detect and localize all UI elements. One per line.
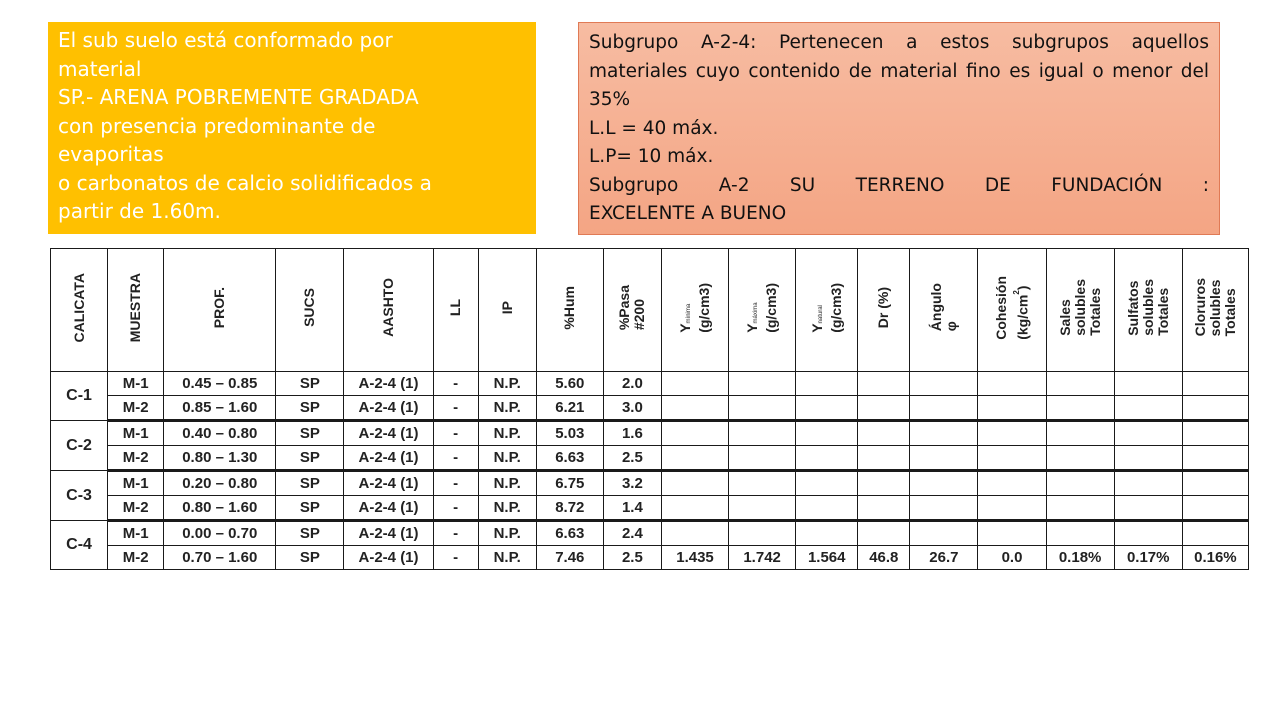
header-ll: LL — [433, 249, 478, 372]
table-row — [51, 546, 1249, 570]
gamma-min-cell: 1.435 — [661, 546, 728, 570]
header-dr: Dr (%) — [858, 249, 910, 372]
gamma-min-cell — [661, 521, 728, 546]
sulfatos-cell — [1114, 396, 1182, 421]
ll-cell: - — [433, 521, 478, 546]
dr-cell — [858, 446, 910, 471]
gamma-min-cell — [661, 421, 728, 446]
pasa-cell: 2.0 — [603, 372, 661, 396]
prof-cell: 0.70 – 1.60 — [164, 546, 276, 570]
sucs-cell: SP — [276, 496, 344, 521]
gamma-nat-cell — [796, 396, 858, 421]
gamma-nat-cell — [796, 496, 858, 521]
ll-cell: - — [433, 446, 478, 471]
cloruros-cell: 0.16% — [1182, 546, 1248, 570]
aashto-cell: A-2-4 (1) — [344, 446, 433, 471]
ip-cell: N.P. — [478, 446, 536, 471]
pasa-cell: 3.0 — [603, 396, 661, 421]
subsoil-line: con presencia predominante de — [58, 113, 376, 138]
header-ip: IP — [478, 249, 536, 372]
subsoil-line: material — [58, 56, 142, 81]
gamma-max-cell — [729, 471, 796, 496]
cloruros-cell — [1182, 496, 1248, 521]
hum-cell: 5.03 — [536, 421, 603, 446]
sucs-cell: SP — [276, 546, 344, 570]
muestra-cell: M-1 — [108, 421, 164, 446]
pasa-cell: 2.4 — [603, 521, 661, 546]
cohesion-cell — [978, 396, 1046, 421]
cohesion-cell — [978, 521, 1046, 546]
sales-cell — [1046, 521, 1114, 546]
subgroup-paragraph: Subgrupo A-2-4: Pertenecen a estos subgrupos aquellos materiales cuyo contenido de material fino es igual o menor del 35% — [589, 32, 1209, 110]
dr-cell — [858, 521, 910, 546]
sucs-cell: SP — [276, 372, 344, 396]
sales-cell — [1046, 421, 1114, 446]
pasa-cell: 1.6 — [603, 421, 661, 446]
subsoil-description-box — [48, 22, 536, 234]
muestra-cell: M-1 — [108, 471, 164, 496]
dr-cell: 46.8 — [858, 546, 910, 570]
hum-cell: 8.72 — [536, 496, 603, 521]
angulo-cell — [910, 372, 978, 396]
header-hum: %Hum — [536, 249, 603, 372]
sales-cell — [1046, 471, 1114, 496]
foundation-rating-value: EXCELENTE A BUENO — [589, 203, 787, 224]
liquid-limit-line: L.L = 40 máx. — [589, 117, 719, 139]
header-angulo: Ángulo φ — [910, 249, 978, 372]
muestra-cell: M-2 — [108, 396, 164, 421]
muestra-cell: M-2 — [108, 446, 164, 471]
gamma-nat-cell — [796, 421, 858, 446]
ll-cell: - — [433, 496, 478, 521]
sulfatos-cell — [1114, 521, 1182, 546]
table-row — [51, 471, 1249, 496]
ll-cell: - — [433, 396, 478, 421]
header-muestra: MUESTRA — [108, 249, 164, 372]
dr-cell — [858, 421, 910, 446]
cloruros-cell — [1182, 372, 1248, 396]
hum-cell: 6.63 — [536, 521, 603, 546]
ll-cell: - — [433, 471, 478, 496]
header-calicata: CALICATA — [51, 249, 108, 372]
dr-cell — [858, 372, 910, 396]
header-pasa: %Pasa #200 — [603, 249, 661, 372]
aashto-cell: A-2-4 (1) — [344, 396, 433, 421]
muestra-cell: M-1 — [108, 521, 164, 546]
sulfatos-cell — [1114, 372, 1182, 396]
sulfatos-cell: 0.17% — [1114, 546, 1182, 570]
table-row — [51, 396, 1249, 421]
calicata-cell: C-3 — [51, 471, 108, 521]
aashto-cell: A-2-4 (1) — [344, 372, 433, 396]
prof-cell: 0.20 – 0.80 — [164, 471, 276, 496]
cloruros-cell — [1182, 521, 1248, 546]
gamma-nat-cell — [796, 446, 858, 471]
table-row — [51, 446, 1249, 471]
prof-cell: 0.00 – 0.70 — [164, 521, 276, 546]
subsoil-line: evaporitas — [58, 142, 164, 166]
sulfatos-cell — [1114, 471, 1182, 496]
muestra-cell: M-2 — [108, 496, 164, 521]
ll-cell: - — [433, 421, 478, 446]
prof-cell: 0.80 – 1.60 — [164, 496, 276, 521]
header-cloruros: Cloruros solubles Totales — [1182, 249, 1248, 372]
calicata-cell: C-4 — [51, 521, 108, 570]
gamma-min-cell — [661, 471, 728, 496]
prof-cell: 0.45 – 0.85 — [164, 372, 276, 396]
gamma-min-cell — [661, 396, 728, 421]
angulo-cell — [910, 521, 978, 546]
sucs-cell: SP — [276, 421, 344, 446]
ip-cell: N.P. — [478, 546, 536, 570]
ip-cell: N.P. — [478, 421, 536, 446]
table-row — [51, 372, 1249, 396]
hum-cell: 6.75 — [536, 471, 603, 496]
prof-cell: 0.80 – 1.30 — [164, 446, 276, 471]
gamma-max-cell — [729, 421, 796, 446]
subsoil-line: o carbonatos de calcio solidificados a — [58, 170, 432, 195]
gamma-min-cell — [661, 496, 728, 521]
hum-cell: 5.60 — [536, 372, 603, 396]
header-prof: PROF. — [164, 249, 276, 372]
table-row — [51, 521, 1249, 546]
cohesion-cell — [978, 372, 1046, 396]
calicata-cell: C-1 — [51, 372, 108, 421]
cohesion-cell — [978, 471, 1046, 496]
aashto-cell: A-2-4 (1) — [344, 421, 433, 446]
cohesion-cell — [978, 496, 1046, 521]
sucs-cell: SP — [276, 396, 344, 421]
table-row — [51, 421, 1249, 446]
cloruros-cell — [1182, 421, 1248, 446]
gamma-nat-cell: 1.564 — [796, 546, 858, 570]
sucs-cell: SP — [276, 446, 344, 471]
hum-cell: 6.63 — [536, 446, 603, 471]
sales-cell: 0.18% — [1046, 546, 1114, 570]
cohesion-cell: 0.0 — [978, 546, 1046, 570]
soil-test-table — [50, 248, 1249, 570]
angulo-cell — [910, 496, 978, 521]
gamma-max-cell — [729, 446, 796, 471]
aashto-cell: A-2-4 (1) — [344, 471, 433, 496]
prof-cell: 0.40 – 0.80 — [164, 421, 276, 446]
header-gamma-min: $Y_{mínima}$ (g/cm3) — [661, 249, 728, 372]
pasa-cell: 2.5 — [603, 546, 661, 570]
header-aashto: AASHTO — [344, 249, 433, 372]
gamma-max-cell: 1.742 — [729, 546, 796, 570]
cloruros-cell — [1182, 396, 1248, 421]
table-row — [51, 496, 1249, 521]
header-cohesion: Cohesión $(kg/cm^2)$ — [978, 249, 1046, 372]
muestra-cell: M-2 — [108, 546, 164, 570]
ll-cell: - — [433, 546, 478, 570]
foundation-rating-line: Subgrupo A-2 SU TERRENO DE FUNDACIÓN : — [589, 174, 1209, 196]
sulfatos-cell — [1114, 421, 1182, 446]
cohesion-cell — [978, 421, 1046, 446]
dr-cell — [858, 396, 910, 421]
aashto-cell: A-2-4 (1) — [344, 521, 433, 546]
hum-cell: 7.46 — [536, 546, 603, 570]
gamma-min-cell — [661, 372, 728, 396]
angulo-cell — [910, 396, 978, 421]
gamma-max-cell — [729, 521, 796, 546]
pasa-cell: 1.4 — [603, 496, 661, 521]
table-body — [51, 372, 1249, 570]
subsoil-line: partir de 1.60m. — [58, 199, 221, 223]
gamma-max-cell — [729, 372, 796, 396]
gamma-nat-cell — [796, 521, 858, 546]
muestra-cell: M-1 — [108, 372, 164, 396]
ip-cell: N.P. — [478, 471, 536, 496]
pasa-cell: 3.2 — [603, 471, 661, 496]
angulo-cell — [910, 446, 978, 471]
table-header — [51, 249, 1249, 372]
sales-cell — [1046, 396, 1114, 421]
header-gamma-nat: $Y_{natural}$ (g/cm3) — [796, 249, 858, 372]
gamma-max-cell — [729, 396, 796, 421]
ip-cell: N.P. — [478, 372, 536, 396]
dr-cell — [858, 496, 910, 521]
calicata-cell: C-2 — [51, 421, 108, 471]
gamma-min-cell — [661, 446, 728, 471]
ip-cell: N.P. — [478, 496, 536, 521]
header-sales: Sales solubles Totales — [1046, 249, 1114, 372]
gamma-nat-cell — [796, 471, 858, 496]
gamma-max-cell — [729, 496, 796, 521]
aashto-cell: A-2-4 (1) — [344, 546, 433, 570]
ip-cell: N.P. — [478, 396, 536, 421]
sales-cell — [1046, 496, 1114, 521]
cloruros-cell — [1182, 471, 1248, 496]
aashto-cell: A-2-4 (1) — [344, 496, 433, 521]
sucs-cell: SP — [276, 521, 344, 546]
sales-cell — [1046, 372, 1114, 396]
sulfatos-cell — [1114, 446, 1182, 471]
header-sulfatos: Sulfatos solubles Totales — [1114, 249, 1182, 372]
gamma-nat-cell — [796, 372, 858, 396]
cohesion-cell — [978, 446, 1046, 471]
angulo-cell — [910, 471, 978, 496]
angulo-cell: 26.7 — [910, 546, 978, 570]
sucs-cell: SP — [276, 471, 344, 496]
subsoil-line: SP.- ARENA POBREMENTE GRADADA — [58, 85, 419, 109]
header-sucs: SUCS — [276, 249, 344, 372]
angulo-cell — [910, 421, 978, 446]
subsoil-line: El sub suelo está conformado por — [58, 28, 393, 52]
cloruros-cell — [1182, 446, 1248, 471]
sulfatos-cell — [1114, 496, 1182, 521]
prof-cell: 0.85 – 1.60 — [164, 396, 276, 421]
dr-cell — [858, 471, 910, 496]
plastic-limit-line: L.P= 10 máx. — [589, 146, 714, 167]
header-gamma-max: $Y_{máxima}$ (g/cm3) — [729, 249, 796, 372]
ll-cell: - — [433, 372, 478, 396]
ip-cell: N.P. — [478, 521, 536, 546]
pasa-cell: 2.5 — [603, 446, 661, 471]
hum-cell: 6.21 — [536, 396, 603, 421]
sales-cell — [1046, 446, 1114, 471]
subgroup-description-box — [578, 22, 1220, 235]
